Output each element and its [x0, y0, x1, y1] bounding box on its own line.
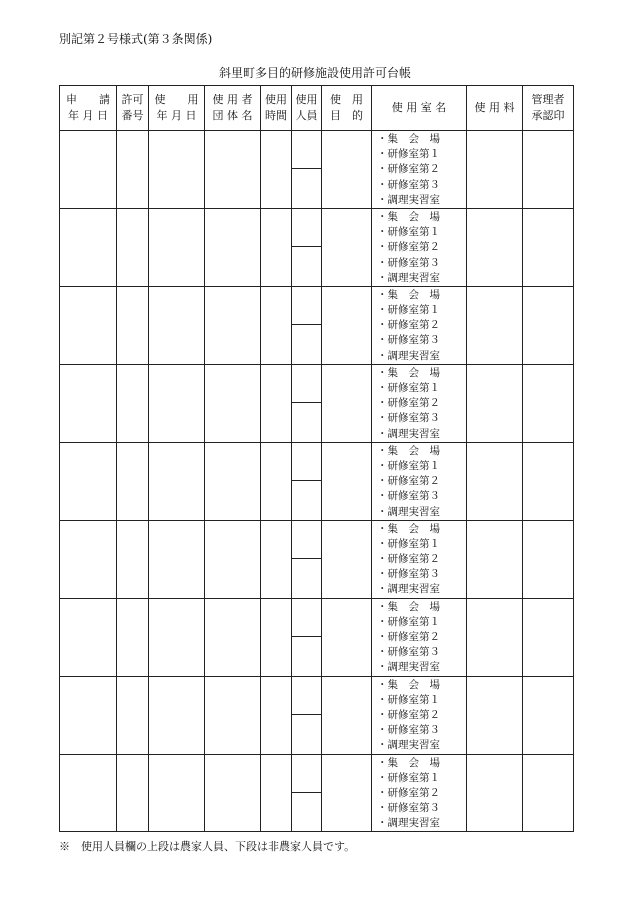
farm-user-count[interactable]: [292, 521, 321, 559]
fee-cell[interactable]: [467, 442, 523, 520]
room-name-cell[interactable]: [372, 131, 467, 209]
non-farm-user-count[interactable]: [292, 325, 321, 363]
approval-cell[interactable]: [523, 131, 574, 209]
approval-cell[interactable]: [523, 364, 574, 442]
room-option[interactable]: ・調理実習室: [377, 193, 440, 206]
use-time-cell[interactable]: [261, 442, 292, 520]
non-farm-user-count[interactable]: [292, 481, 321, 519]
fee-cell[interactable]: [467, 598, 523, 676]
application-date-cell[interactable]: [60, 676, 117, 754]
permit-number-cell[interactable]: [117, 131, 149, 209]
room-name-cell[interactable]: [372, 286, 467, 364]
farm-user-count[interactable]: [292, 287, 321, 325]
use-date-cell[interactable]: [149, 754, 205, 832]
room-option[interactable]: ・集 会 場: [377, 210, 440, 223]
room-option[interactable]: ・調理実習室: [377, 739, 440, 752]
room-option[interactable]: ・研修室第２: [377, 163, 440, 176]
room-option-list: [372, 677, 466, 754]
permit-number-cell[interactable]: [117, 208, 149, 286]
room-option[interactable]: ・研修室第２: [377, 397, 440, 410]
ledger-row: [60, 208, 574, 286]
use-date-cell[interactable]: [149, 286, 205, 364]
room-option[interactable]: ・研修室第３: [377, 568, 440, 581]
room-option[interactable]: ・調理実習室: [377, 505, 440, 518]
room-option[interactable]: ・研修室第１: [377, 693, 440, 706]
room-option-list: [372, 287, 466, 364]
application-date-cell[interactable]: [60, 286, 117, 364]
room-option[interactable]: ・研修室第１: [377, 615, 440, 628]
purpose-cell[interactable]: [322, 676, 372, 754]
room-option[interactable]: ・研修室第２: [377, 553, 440, 566]
permit-number-cell[interactable]: [117, 676, 149, 754]
room-option[interactable]: ・研修室第１: [377, 382, 440, 394]
purpose-cell[interactable]: [322, 520, 372, 598]
application-date-cell[interactable]: [60, 364, 117, 442]
room-option[interactable]: ・研修室第１: [377, 771, 440, 784]
purpose-cell[interactable]: [322, 131, 372, 209]
room-option[interactable]: ・集 会 場: [377, 600, 440, 613]
fee-cell[interactable]: [467, 676, 523, 754]
room-option[interactable]: ・研修室第２: [377, 631, 440, 643]
user-count-cell[interactable]: [292, 754, 322, 832]
purpose-cell[interactable]: [322, 754, 372, 832]
application-date-cell[interactable]: [60, 131, 117, 209]
fee-cell[interactable]: [467, 131, 523, 209]
room-option[interactable]: ・研修室第１: [377, 148, 440, 161]
use-date-cell[interactable]: [149, 364, 205, 442]
ledger-row: [60, 754, 574, 832]
fee-cell[interactable]: [467, 286, 523, 364]
farm-user-count[interactable]: [292, 599, 321, 637]
fee-cell[interactable]: [467, 520, 523, 598]
room-name-cell[interactable]: [372, 208, 467, 286]
organization-cell[interactable]: [205, 754, 261, 832]
use-time-cell[interactable]: [261, 286, 292, 364]
non-farm-user-count[interactable]: [292, 247, 321, 285]
farm-user-count[interactable]: [292, 755, 321, 793]
farm-user-count[interactable]: [292, 131, 321, 169]
room-option[interactable]: ・研修室第１: [377, 459, 440, 472]
room-option-list: [372, 209, 466, 286]
non-farm-user-count[interactable]: [292, 169, 321, 207]
room-option[interactable]: ・研修室第３: [377, 334, 440, 347]
fee-cell[interactable]: [467, 364, 523, 442]
application-date-cell[interactable]: [60, 754, 117, 832]
fee-cell[interactable]: [467, 208, 523, 286]
ledger-row: [60, 676, 574, 754]
room-option[interactable]: ・研修室第３: [377, 412, 440, 425]
farm-user-count[interactable]: [292, 365, 321, 403]
header-room-name: 使 用 室 名: [372, 86, 467, 131]
organization-cell[interactable]: [205, 208, 261, 286]
organization-cell[interactable]: [205, 364, 261, 442]
form-label: 別記第２号様式(第３条関係): [59, 32, 213, 46]
ledger-row: [60, 520, 574, 598]
application-date-cell[interactable]: [60, 442, 117, 520]
use-date-cell[interactable]: [149, 598, 205, 676]
header-application-date: 申 請 年 月 日: [60, 86, 117, 131]
purpose-cell[interactable]: [322, 442, 372, 520]
room-option[interactable]: ・集 会 場: [377, 678, 440, 691]
header-user-count: 使用 人員: [292, 86, 322, 131]
permit-number-cell[interactable]: [117, 442, 149, 520]
room-option[interactable]: ・調理実習室: [377, 427, 440, 440]
user-count-cell[interactable]: [292, 364, 322, 442]
room-option[interactable]: ・研修室第２: [377, 708, 440, 721]
use-time-cell[interactable]: [261, 364, 292, 442]
purpose-cell[interactable]: [322, 364, 372, 442]
approval-cell[interactable]: [523, 598, 574, 676]
use-date-cell[interactable]: [149, 208, 205, 286]
header-organization: 使 用 者 団 体 名: [205, 86, 261, 131]
room-option[interactable]: ・集 会 場: [377, 288, 440, 301]
approval-cell[interactable]: [523, 754, 574, 832]
use-time-cell[interactable]: [261, 598, 292, 676]
ledger-row: [60, 364, 574, 442]
room-option[interactable]: ・研修室第２: [377, 319, 440, 332]
room-option[interactable]: ・研修室第２: [377, 241, 440, 254]
use-date-cell[interactable]: [149, 442, 205, 520]
organization-cell[interactable]: [205, 676, 261, 754]
ledger-row: [60, 442, 574, 520]
organization-cell[interactable]: [205, 442, 261, 520]
room-name-cell[interactable]: [372, 676, 467, 754]
purpose-cell[interactable]: [322, 286, 372, 364]
user-count-cell[interactable]: [292, 208, 322, 286]
user-count-cell[interactable]: [292, 520, 322, 598]
room-option-list: [372, 131, 466, 208]
approval-cell[interactable]: [523, 520, 574, 598]
room-option-list: [372, 599, 466, 676]
farm-user-count[interactable]: [292, 677, 321, 715]
room-option-list: [372, 365, 466, 442]
purpose-cell[interactable]: [322, 598, 372, 676]
fee-cell[interactable]: [467, 754, 523, 832]
application-date-cell[interactable]: [60, 520, 117, 598]
room-option-list: [372, 443, 466, 520]
room-option[interactable]: ・研修室第２: [377, 475, 440, 488]
non-farm-user-count[interactable]: [292, 403, 321, 441]
room-option[interactable]: ・集 会 場: [377, 366, 440, 379]
application-date-cell[interactable]: [60, 598, 117, 676]
ledger-row: [60, 286, 574, 364]
header-permit-number: 許可 番号: [117, 86, 149, 131]
permit-number-cell[interactable]: [117, 286, 149, 364]
permit-number-cell[interactable]: [117, 754, 149, 832]
non-farm-user-count[interactable]: [292, 559, 321, 597]
non-farm-user-count[interactable]: [292, 637, 321, 675]
room-option-list: [372, 755, 466, 832]
permit-ledger-table: [59, 85, 574, 832]
room-option[interactable]: ・研修室第３: [377, 490, 440, 503]
non-farm-user-count[interactable]: [292, 793, 321, 831]
permit-number-cell[interactable]: [117, 520, 149, 598]
permit-number-cell[interactable]: [117, 364, 149, 442]
room-option[interactable]: ・研修室第１: [377, 226, 440, 239]
footnote: ※ 使用人員欄の上段は農家人員、下段は非農家人員です。: [59, 840, 356, 853]
approval-cell[interactable]: [523, 676, 574, 754]
room-option[interactable]: ・研修室第３: [377, 178, 440, 191]
room-name-cell[interactable]: [372, 598, 467, 676]
permit-number-cell[interactable]: [117, 598, 149, 676]
use-time-cell[interactable]: [261, 676, 292, 754]
room-option[interactable]: ・研修室第１: [377, 304, 440, 317]
room-option[interactable]: ・集 会 場: [377, 444, 440, 457]
header-fee: 使 用 料: [467, 86, 523, 131]
document-title: 斜里町多目的研修施設使用許可台帳: [218, 66, 411, 80]
non-farm-user-count[interactable]: [292, 715, 321, 753]
room-option[interactable]: ・集 会 場: [377, 756, 440, 769]
farm-user-count[interactable]: [292, 443, 321, 481]
room-name-cell[interactable]: [372, 520, 467, 598]
user-count-cell[interactable]: [292, 676, 322, 754]
application-date-cell[interactable]: [60, 208, 117, 286]
header-row: [60, 86, 574, 131]
farm-user-count[interactable]: [292, 209, 321, 247]
room-option[interactable]: ・研修室第３: [377, 256, 440, 269]
room-option[interactable]: ・研修室第１: [377, 537, 440, 550]
header-use-time: 使用 時間: [261, 86, 292, 131]
room-option[interactable]: ・研修室第３: [377, 646, 440, 659]
approval-cell[interactable]: [523, 442, 574, 520]
room-option[interactable]: ・研修室第３: [377, 802, 440, 815]
ledger-row: [60, 131, 574, 209]
use-time-cell[interactable]: [261, 754, 292, 832]
header-approval: 管理者 承認印: [523, 86, 574, 131]
room-option[interactable]: ・調理実習室: [377, 817, 440, 830]
room-option[interactable]: ・集 会 場: [377, 133, 440, 145]
user-count-cell[interactable]: [292, 598, 322, 676]
use-date-cell[interactable]: [149, 676, 205, 754]
room-option[interactable]: ・研修室第３: [377, 724, 440, 737]
room-name-cell[interactable]: [372, 364, 467, 442]
room-option[interactable]: ・調理実習室: [377, 271, 440, 284]
organization-cell[interactable]: [205, 286, 261, 364]
purpose-cell[interactable]: [322, 208, 372, 286]
use-date-cell[interactable]: [149, 131, 205, 209]
room-name-cell[interactable]: [372, 442, 467, 520]
ledger-row: [60, 598, 574, 676]
approval-cell[interactable]: [523, 286, 574, 364]
room-option[interactable]: ・研修室第２: [377, 786, 440, 799]
header-purpose: 使 用 目 的: [322, 86, 372, 131]
approval-cell[interactable]: [523, 208, 574, 286]
room-option[interactable]: ・調理実習室: [377, 349, 440, 362]
user-count-cell[interactable]: [292, 131, 322, 209]
room-option[interactable]: ・調理実習室: [377, 583, 440, 596]
room-option[interactable]: ・調理実習室: [377, 661, 440, 674]
user-count-cell[interactable]: [292, 442, 322, 520]
room-name-cell[interactable]: [372, 754, 467, 832]
use-date-cell[interactable]: [149, 520, 205, 598]
organization-cell[interactable]: [205, 520, 261, 598]
user-count-cell[interactable]: [292, 286, 322, 364]
use-time-cell[interactable]: [261, 208, 292, 286]
room-option-list: [372, 521, 466, 598]
organization-cell[interactable]: [205, 598, 261, 676]
room-option[interactable]: ・集 会 場: [377, 522, 440, 535]
use-time-cell[interactable]: [261, 131, 292, 209]
use-time-cell[interactable]: [261, 520, 292, 598]
organization-cell[interactable]: [205, 131, 261, 209]
header-use-date: 使 用 年 月 日: [149, 86, 205, 131]
